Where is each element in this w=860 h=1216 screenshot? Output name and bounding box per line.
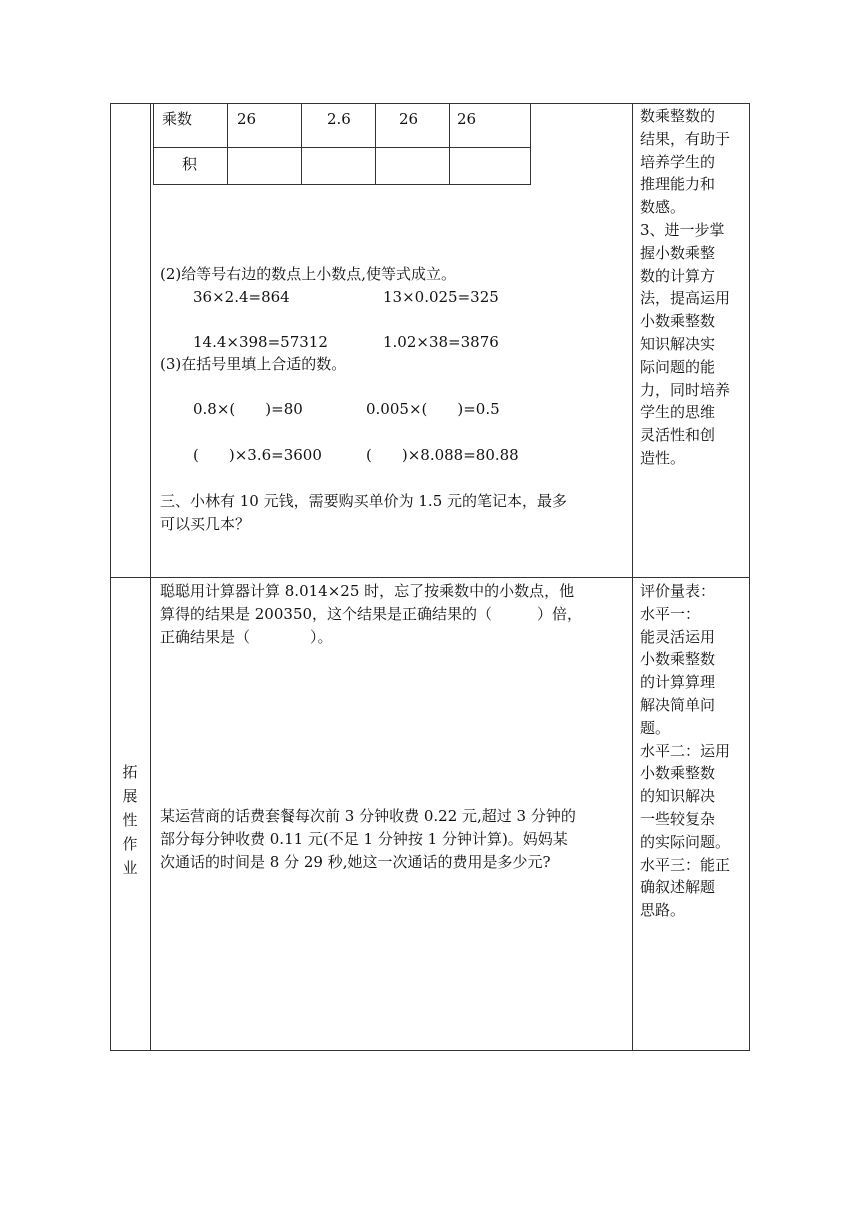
section-label-extension-homework: 拓 展 性 作 业 xyxy=(122,763,138,877)
question-2-title: (2)给等号右边的数点上小数点,使等式成立。 xyxy=(160,265,457,283)
equation: 14.4×398=57312 xyxy=(193,333,328,351)
extension-question-2-line: 部分每分钟收费 0.11 元(不足 1 分钟按 1 分钟计算)。妈妈某 xyxy=(160,830,568,848)
fill-blank: 0.005×( )=0.5 xyxy=(366,400,500,418)
question-4-line: 可以买几本？ xyxy=(160,515,251,533)
extension-question-2-line: 次通话的时间是 8 分 29 秒,她这一次通话的费用是多少元? xyxy=(160,853,551,871)
table-cell: 26 xyxy=(237,110,257,128)
table-cell: 2.6 xyxy=(327,110,351,128)
table-cell: 26 xyxy=(457,110,477,128)
extension-question-1-line: 算得的结果是 200350，这个结果是正确结果的（ ）倍， xyxy=(160,605,583,623)
table-cell: 26 xyxy=(399,110,419,128)
extension-question-1-line: 正确结果是（ ）。 xyxy=(160,628,333,646)
extension-question-1-line: 聪聪用计算器计算 8.014×25 时，忘了按乘数中的小数点，他 xyxy=(160,582,575,600)
equation: 36×2.4=864 xyxy=(193,288,290,306)
equation: 1.02×38=3876 xyxy=(383,333,499,351)
row-divider xyxy=(110,577,750,578)
evaluation-rubric: 评价量表： 水平一： 能灵活运用 小数乘整数 的计算算理 解决简单问 题。 水平二：运用 小数乘整数 的知识解决 一些较复杂 的实际问题。 水平三：能正 确叙述解题 思路。 xyxy=(640,582,731,920)
fill-blank: ( )×8.088=80.88 xyxy=(366,446,519,464)
equation: 13×0.025=325 xyxy=(383,288,499,306)
fill-blank: 0.8×( )=80 xyxy=(193,400,303,418)
table-header-product: 积 xyxy=(182,155,198,173)
multiplier-table xyxy=(153,103,531,185)
table-header-multiplier: 乘数 xyxy=(162,110,193,128)
question-4-line: 三、小林有 10 元钱，需要购买单价为 1.5 元的笔记本，最多 xyxy=(160,492,568,510)
question-3-title: (3)在括号里填上合适的数。 xyxy=(160,355,347,373)
extension-question-2-line: 某运营商的话费套餐每次前 3 分钟收费 0.22 元,超过 3 分钟的 xyxy=(160,807,576,825)
fill-blank: ( )×3.6=3600 xyxy=(193,446,322,464)
teaching-notes: 数乘整数的 结果，有助于 培养学生的 推理能力和 数感。 3、进一步掌 握小数乘整 数的计算方 法，提高运用 小数乘整数 知识解决实 际问题的能 力，同时培养 学生的思维 灵活性和创 造性。 xyxy=(640,107,731,467)
